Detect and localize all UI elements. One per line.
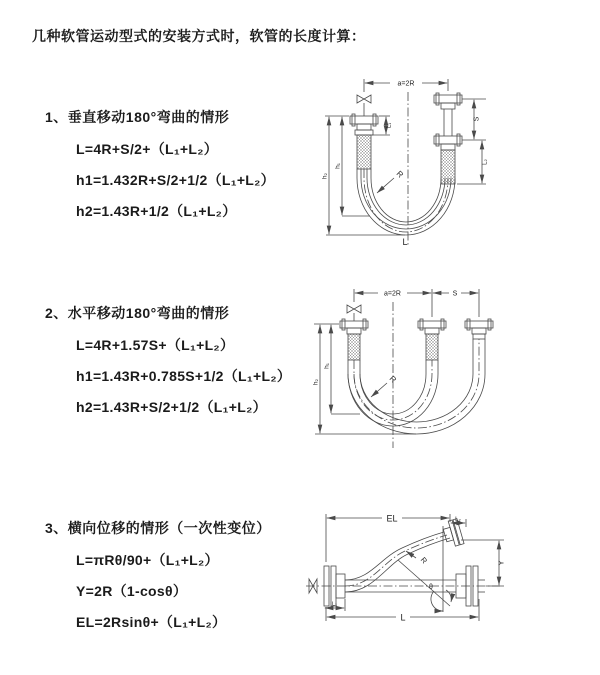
section-3-heading: 3、横向位移的情形（一次性变位）: [45, 520, 271, 536]
diagram-lateral-displacement: [298, 496, 588, 658]
section-2-formula-h2: h2=1.43R+S/2+1/2（L₁+L₂）: [76, 399, 267, 415]
dim-label-h2-1: h₂: [321, 172, 329, 180]
radius-label-2: R: [387, 374, 398, 385]
page-title: 几种软管运动型式的安装方式时，软管的长度计算：: [32, 28, 366, 44]
section-1-formula-h2: h2=1.43R+1/2（L₁+L₂）: [76, 203, 237, 219]
length-label-1: L: [402, 237, 408, 247]
diagram-vertical-180-bend: [298, 66, 588, 262]
section-2-formula-L: L=4R+1.57S+（L₁+L₂）: [76, 337, 235, 353]
drawing-lines-1: [325, 78, 486, 246]
section-3-formula-L: L=πRθ/90+（L₁+L₂）: [76, 552, 219, 568]
radius-label-1: R: [394, 169, 405, 180]
section-1-formula-L: L=4R+S/2+（L₁+L₂）: [76, 141, 219, 157]
length-label-3: L: [400, 612, 406, 623]
angle-label-theta: θ: [429, 584, 433, 591]
diagram-horizontal-180-bend: [298, 276, 588, 472]
dim-label-h2-2: h₂: [312, 378, 320, 386]
section-2-formula-h1: h1=1.43R+0.785S+1/2（L₁+L₂）: [76, 368, 292, 384]
section-2-heading: 2、水平移动180°弯曲的情形: [45, 305, 230, 321]
dim-label-y: Y: [496, 560, 506, 566]
dim-label-a2r-1: a=2R: [397, 80, 415, 88]
radius-label-3: R: [418, 555, 430, 566]
drawing-labels-3: [332, 514, 505, 623]
dim-label-l2-3: L₂: [455, 517, 461, 523]
dim-label-l1-3: L₁: [332, 601, 337, 608]
dim-label-s-1: S: [473, 116, 481, 122]
dim-label-a2r-2: a=2R: [384, 290, 401, 298]
dim-label-l1-1: L₁: [386, 122, 393, 129]
dim-label-h1-2: h₁: [323, 363, 331, 369]
section-1-formula-h1: h1=1.432R+S/2+1/2（L₁+L₂）: [76, 172, 275, 188]
drawing-lines-2: [314, 289, 493, 449]
section-1-heading: 1、垂直移动180°弯曲的情形: [45, 109, 230, 125]
section-3-formula-EL: EL=2Rsinθ+（L₁+L₂）: [76, 614, 227, 630]
dim-label-el: EL: [386, 513, 398, 524]
section-3-formula-Y: Y=2R（1-cosθ）: [76, 583, 188, 599]
dim-label-l2-1: L₂: [482, 159, 489, 165]
dim-label-s-2: S: [452, 290, 458, 298]
dim-label-h1-1: h₁: [334, 163, 342, 169]
